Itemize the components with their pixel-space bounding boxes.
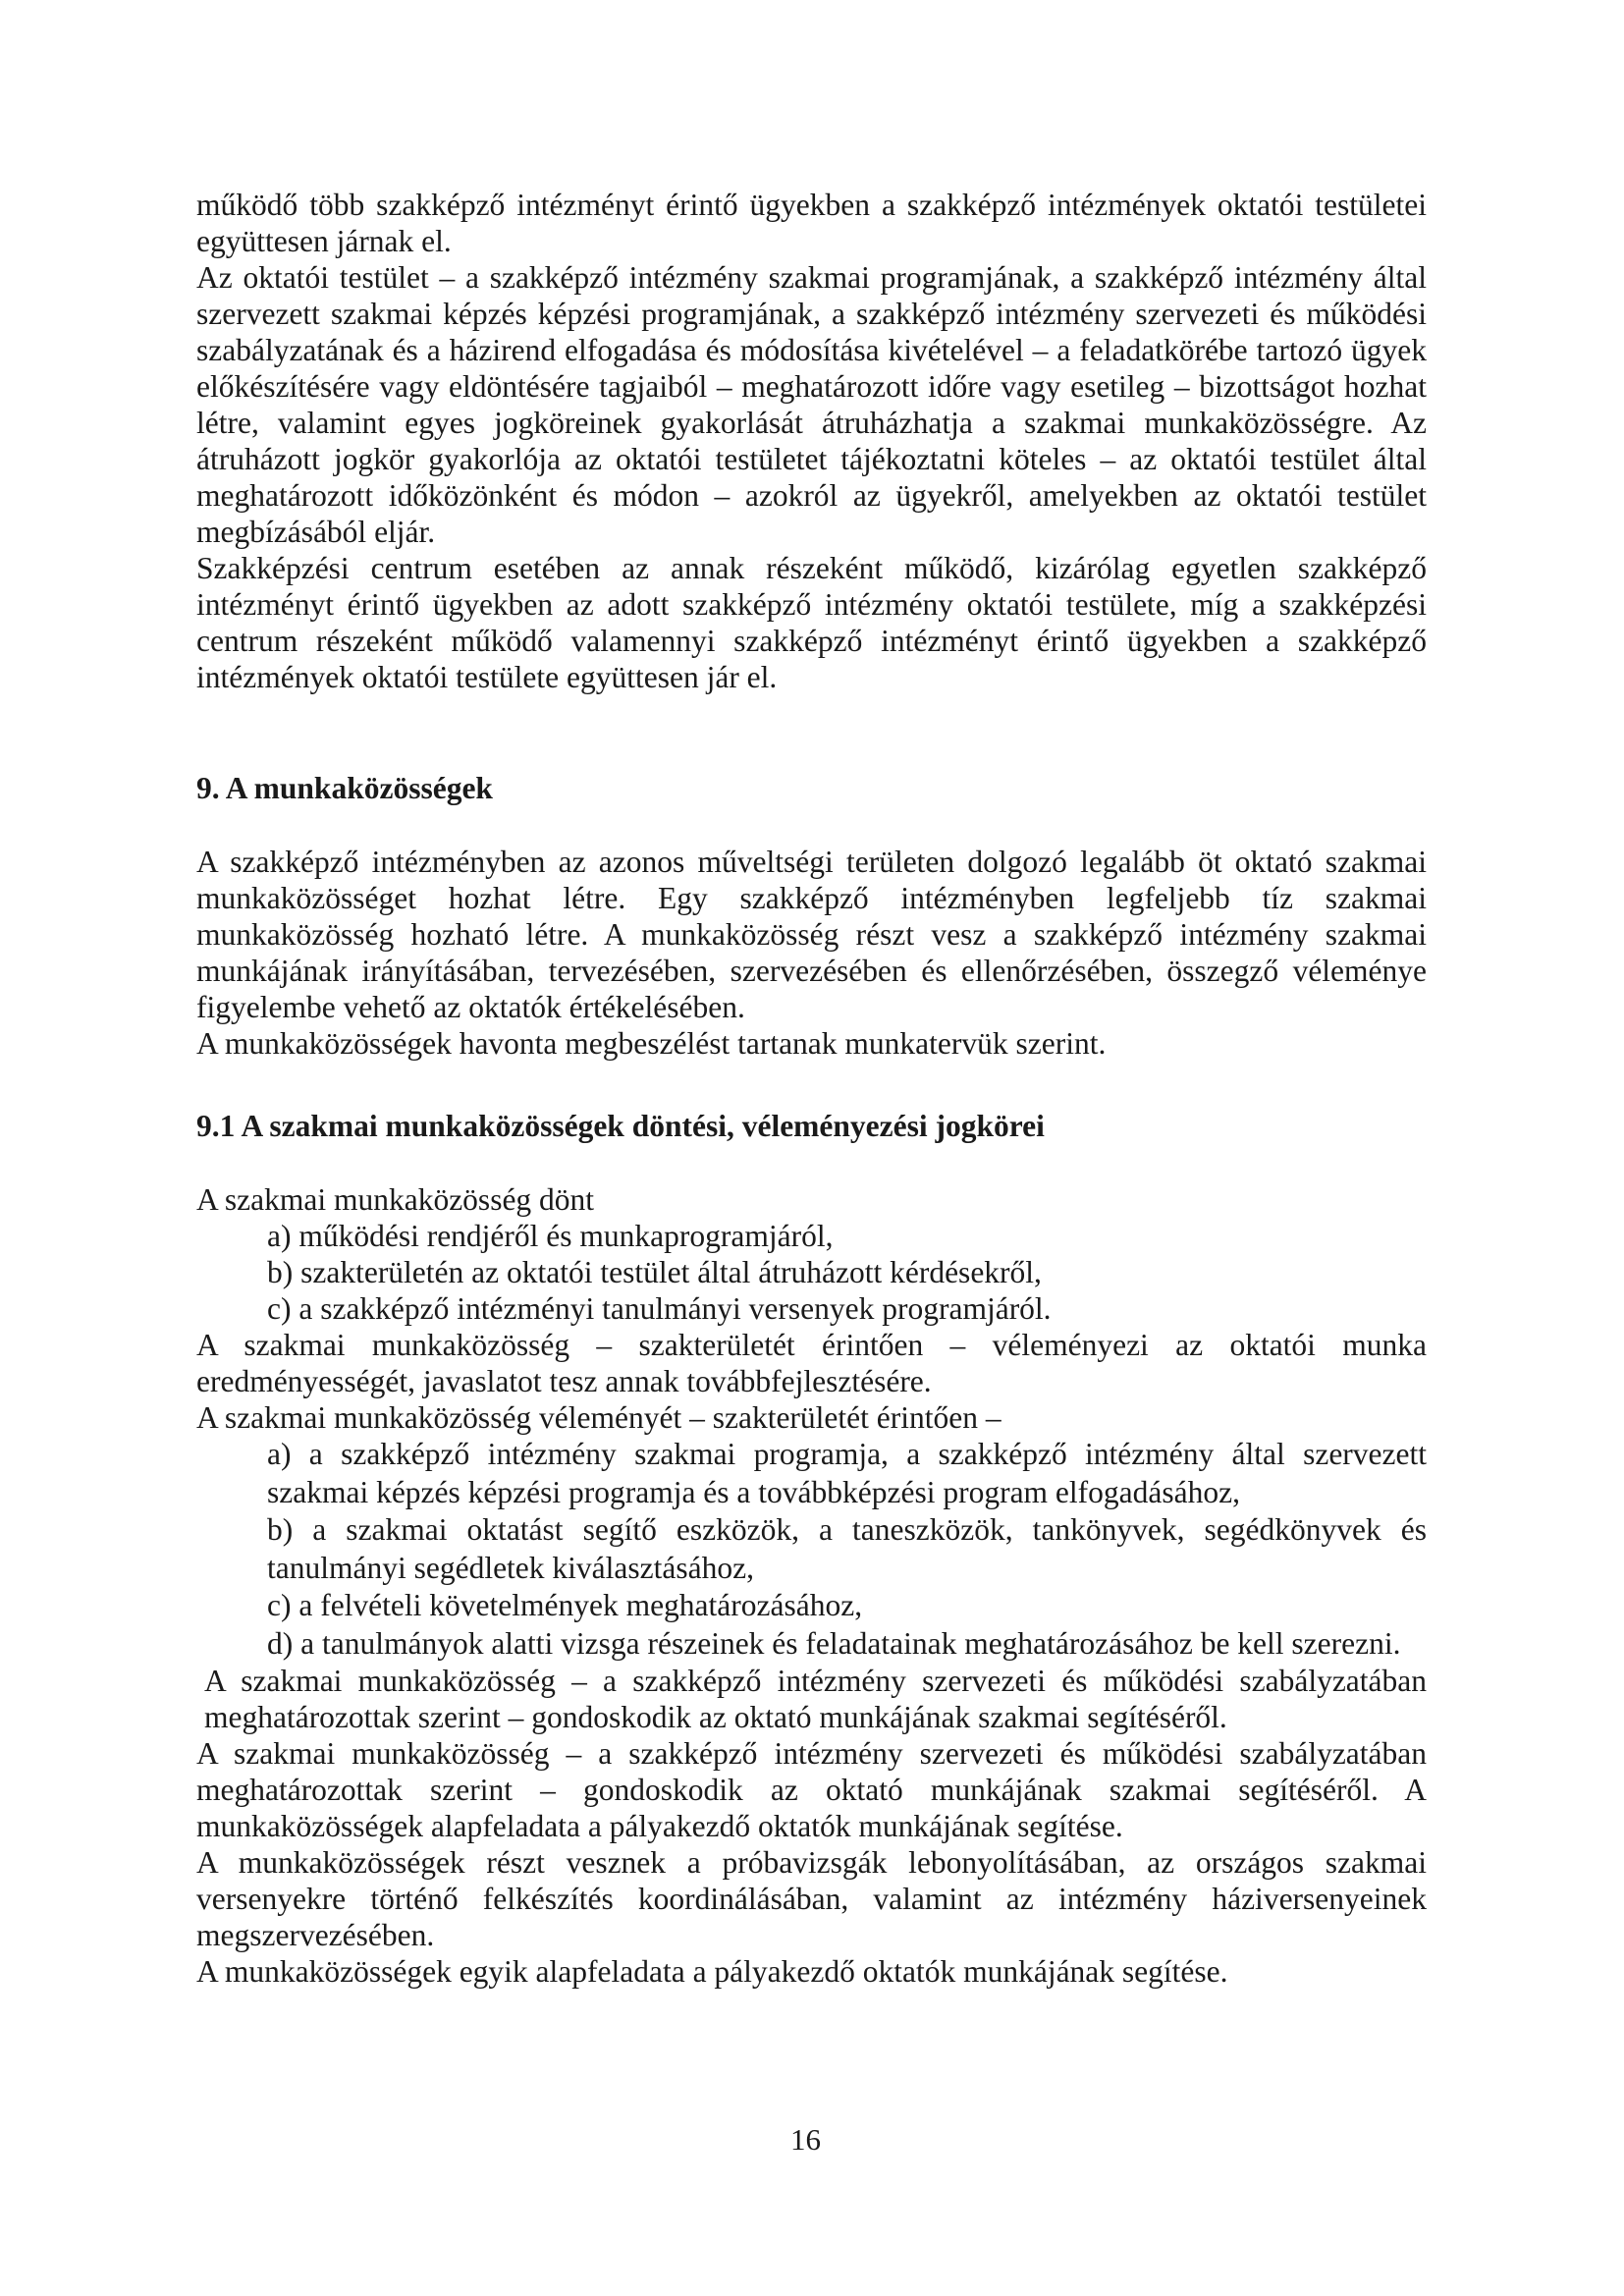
list-item: b) a szakmai oktatást segítő eszközök, a taneszközök, tankönyvek, segédkönyvek és tanulmányi segédletek kiválasztásához, xyxy=(267,1512,1427,1585)
section-heading: 9. A munkaközösségek xyxy=(196,771,493,805)
paragraph: A szakmai munkaközösség – a szakképző intézmény szervezeti és működési szabályzatában meghatározottak szerint – gondoskodik az oktató munkájának szakmai segítéséről. A munkaközösségek alapfeladata a pályakezdő oktatók munkájának segítése. xyxy=(196,1736,1427,1843)
list-item: b) szakterületén az oktatói testület által átruházott kérdésekről, xyxy=(267,1255,1042,1289)
paragraph: A szakképző intézményben az azonos műveltségi területen dolgozó legalább öt oktató szakmai munkaközösséget hozhat létre. Egy szakképző intézményben legfeljebb tíz szakmai munkaközösség hozható létre. A munkaközösség részt vesz a szakképző intézmény szakmai munkájának irányításában, tervezésében, szervezésében és ellenőrzésében, összegző véleménye figyelembe vehető az oktatók értékelésében. xyxy=(196,845,1427,1024)
page-number: 16 xyxy=(790,2122,821,2157)
subsection-heading: 9.1 A szakmai munkaközösségek döntési, véleményezési jogkörei xyxy=(196,1109,1045,1143)
section-9-1-body xyxy=(196,1181,1427,1990)
paragraph: A szakmai munkaközösség – szakterületét érintően – véleményezi az oktatói munka eredményességét, javaslatot tesz annak továbbfejlesztésére. xyxy=(196,1328,1427,1398)
opinion-list xyxy=(196,1436,1427,1663)
section-9-body xyxy=(196,844,1427,1062)
list-item: a) működési rendjéről és munkaprogramjáról, xyxy=(267,1219,834,1253)
paragraph: A munkaközösségek egyik alapfeladata a pályakezdő oktatók munkájának segítése. xyxy=(196,1954,1228,1989)
intro-section xyxy=(196,187,1427,695)
list-item: a) a szakképző intézmény szakmai programja, a szakképző intézmény által szervezett szakmai képzés képzési programja és a továbbképzési program elfogadásához, xyxy=(267,1437,1427,1509)
paragraph: Szakképzési centrum esetében az annak részeként működő, kizárólag egyetlen szakképző intézményt érintő ügyekben az adott szakképző intézmény oktatói testülete, míg a szakképzési centrum részeként működő valamennyi szakképző intézményt érintő ügyekben a szakképző intézmények oktatói testülete együttesen jár el. xyxy=(196,551,1427,694)
paragraph: A munkaközösségek részt vesznek a próbavizsgák lebonyolításában, az országos szakmai versenyekre történő felkészítés koordinálásában, valamint az intézmény háziversenyeinek megszervezésében. xyxy=(196,1845,1427,1952)
list-item: d) a tanulmányok alatti vizsga részeinek és feladatainak meghatározásához be kell szerezni. xyxy=(267,1625,1401,1661)
paragraph: A szakmai munkaközösség véleményét – szakterületét érintően – xyxy=(196,1400,1001,1435)
paragraph: A munkaközösségek havonta megbeszélést tartanak munkatervük szerint. xyxy=(196,1026,1107,1061)
decision-list xyxy=(196,1218,1427,1327)
paragraph: Az oktatói testület – a szakképző intézmény szakmai programjának, a szakképző intézmény által szervezett szakmai képzés képzési programjának, a szakképző intézmény szervezeti és működési szabályzatának és a házirend elfogadása és módosítása kivételével – a feladatkörébe tartozó ügyek előkészítésére vagy eldöntésére tagjaiból – meghatározott időre vagy esetileg – bizottságot hozhat létre, valamint egyes jogköreinek gyakorlását átruházhatja a szakmai munkaközösségre. Az átruházott jogkör gyakorlója az oktatói testületet tájékoztatni köteles – az oktatói testület által meghatározott időközönként és módon – azokról az ügyekről, amelyekben az oktatói testület megbízásából eljár. xyxy=(196,260,1427,549)
paragraph: működő több szakképző intézményt érintő ügyekben a szakképző intézmények oktatói testületei együttesen járnak el. xyxy=(196,188,1427,258)
paragraph: A szakmai munkaközösség dönt xyxy=(196,1182,595,1217)
list-item: c) a felvételi követelmények meghatározásához, xyxy=(267,1588,863,1622)
paragraph: A szakmai munkaközösség – a szakképző intézmény szervezeti és működési szabályzatában meghatározottak szerint – gondoskodik az oktató munkájának szakmai segítéséről. xyxy=(204,1664,1427,1734)
list-item: c) a szakképző intézményi tanulmányi versenyek programjáról. xyxy=(267,1291,1052,1326)
